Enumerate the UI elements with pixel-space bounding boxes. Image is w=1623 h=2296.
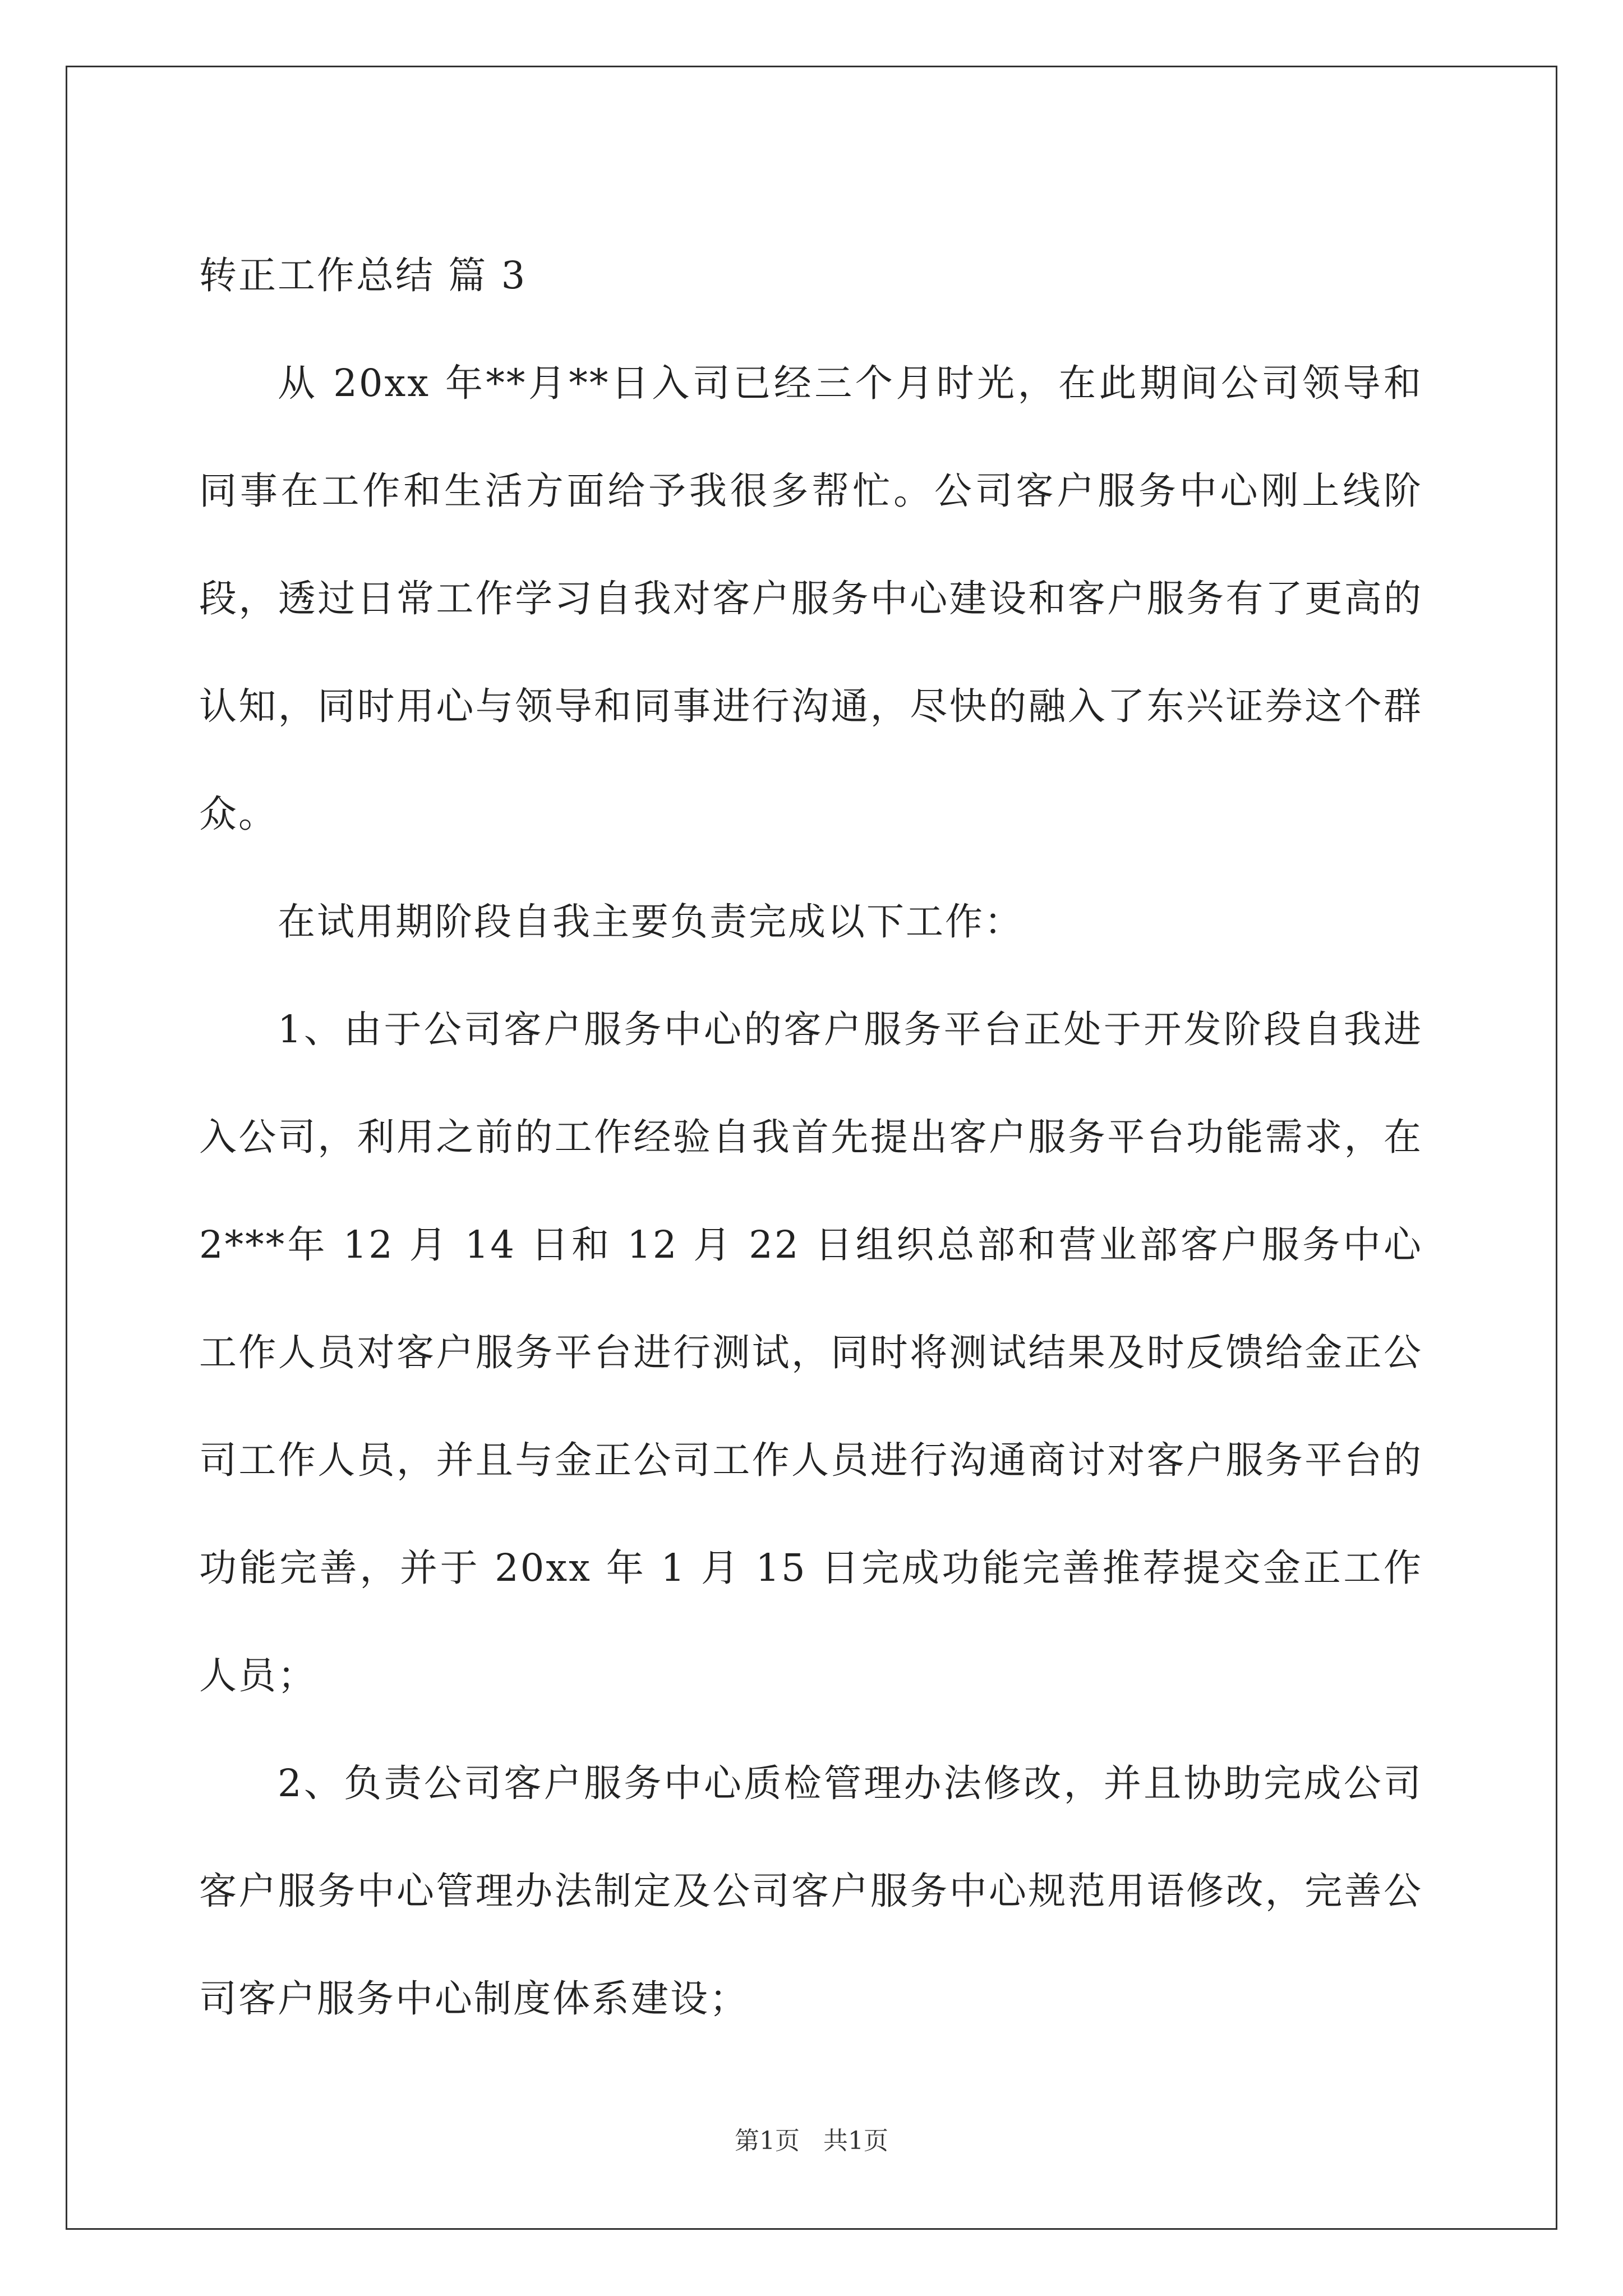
paragraph-item-1: 1、由于公司客户服务中心的客户服务平台正处于开发阶段自我进入公司，利用之前的工作经验自我首先提出客户服务平台功能需求，在 2***年 12 月 14 日和 12 月 22 日组织总部和营业部客户服务中心工作人员对客户服务平台进行测试，同时将测试结果及时反馈给金正公司工作人员，并且与金正公司工作人员进行沟通商讨对客户服务平台的功能完善，并于 20xx 年 1 月 15 日完成功能完善推荐提交金正工作人员； bbox=[199, 1007, 1423, 1697]
page-footer bbox=[0, 2120, 1623, 2156]
paragraph-duties-heading: 在试用期阶段自我主要负责完成以下工作： bbox=[278, 900, 1023, 944]
paragraph-intro: 从 20xx 年**月**日入司已经三个月时光，在此期间公司领导和同事在工作和生活方面给予我很多帮忙。公司客户服务中心刚上线阶段，透过日常工作学习自我对客户服务中心建设和客户服务有了更高的认知，同时用心与领导和同事进行沟通，尽快的融入了东兴证券这个群众。 bbox=[199, 361, 1423, 836]
document-body bbox=[199, 222, 1423, 2053]
page-number: 第1页 bbox=[735, 2127, 800, 2155]
paragraph-item-2: 2、负责公司客户服务中心质检管理办法修改，并且协助完成公司客户服务中心管理办法制定及公司客户服务中心规范用语修改，完善公司客户服务中心制度体系建设； bbox=[199, 1761, 1423, 2021]
page-total: 共1页 bbox=[823, 2127, 888, 2155]
document-title: 转正工作总结 篇 3 bbox=[199, 254, 527, 297]
